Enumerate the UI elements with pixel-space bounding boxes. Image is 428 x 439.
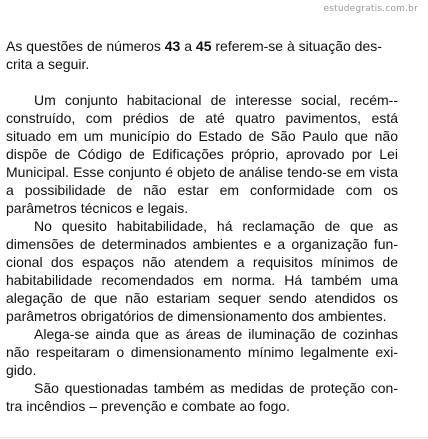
- question-intro: [6, 37, 396, 73]
- situation-text: [6, 91, 398, 415]
- intro-prefix: As questões de números: [6, 38, 165, 54]
- paragraph-kitchen-lighting: Alega-se ainda que as áreas de iluminação de cozinhas não respeitaram o dimensionamento mínimo legalmente exi-gido.: [6, 326, 398, 378]
- question-number-start: 43: [164, 38, 181, 54]
- paragraph-habitability: No quesito habitabilidade, há reclamação de que as dimensões de determinados ambientes e a organização fun-cional dos espaços não atendem a requisitos mínimos de habitabilidade recomendados em norma. Há também uma alegação de que não estariam sequer sendo atendidos os parâmetros obrigatórios de dimensionamento dos ambientes.: [6, 218, 398, 324]
- page-bottom-divider: [0, 437, 428, 438]
- intro-suffix: referem-se à situação des-crita a seguir.: [6, 38, 382, 72]
- question-number-end: 45: [195, 38, 212, 54]
- intro-middle: a: [180, 38, 196, 54]
- paragraph-housing-complex: Um conjunto habitacional de interesse social, recém--construído, com prédios de até quatro pavimentos, está situado em um município do Estado de São Paulo que não dispõe de Código de Edificações próprio, aprovado por Lei Municipal. Esse conjunto é objeto de análise tendo-se em vista a possibilidade de não estar em conformidade com os parâmetros técnicos e legais.: [6, 92, 398, 216]
- site-watermark: estudegratis.com.br: [323, 4, 418, 14]
- paragraph-fire-protection: São questionadas também as medidas de proteção con-tra incêndios – prevenção e combate ao fogo.: [6, 380, 398, 414]
